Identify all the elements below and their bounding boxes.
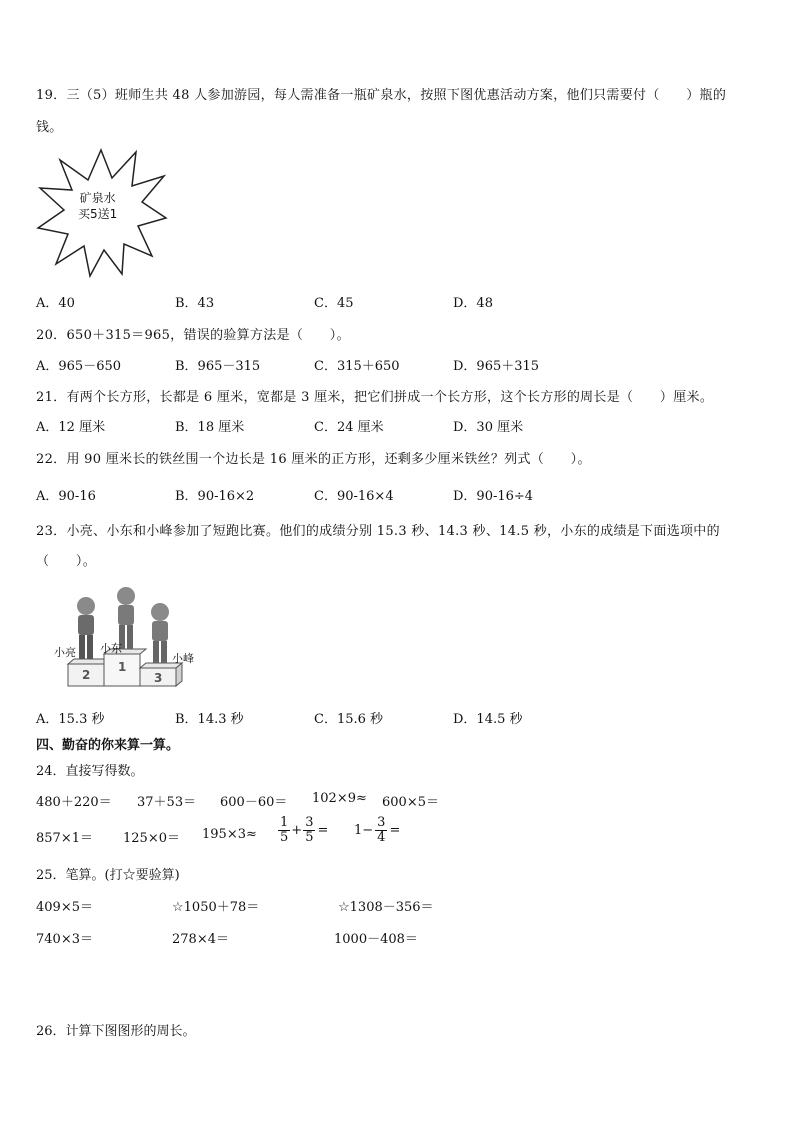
- q20-option-c[interactable]: C．315＋650: [314, 359, 400, 374]
- q23-option-a[interactable]: A．15.3 秒: [36, 712, 105, 727]
- q23-option-b[interactable]: B．14.3 秒: [175, 712, 244, 727]
- q21-option-a[interactable]: A．12 厘米: [36, 420, 106, 435]
- fraction-a-num: 1: [280, 815, 289, 830]
- fraction-c-num: 3: [377, 815, 386, 830]
- fraction-eq: =: [317, 823, 329, 838]
- fraction-eq: =: [389, 823, 401, 838]
- fraction-b-num: 3: [305, 815, 314, 830]
- section-title: 四、勤奋的你来算一算。: [36, 738, 180, 753]
- q25-item: 409×5＝: [36, 900, 93, 915]
- q19-option-c[interactable]: C．45: [314, 296, 354, 311]
- q21-option-c[interactable]: C．24 厘米: [314, 420, 384, 435]
- kid-left: [77, 597, 95, 659]
- promo-starburst: [34, 146, 168, 278]
- q24-fraction-sum: [278, 816, 328, 845]
- q24-item: 102×9≈: [312, 791, 367, 806]
- q19-line1: 19．三（5）班师生共 48 人参加游园，每人需准备一瓶矿泉水，按照下图优惠活动方案，他们只需要付（ ）瓶的: [36, 88, 727, 103]
- fraction-a: [278, 816, 290, 845]
- fraction-a-den: 5: [280, 830, 289, 845]
- starburst-line1: 矿泉水: [79, 191, 116, 205]
- q26-title: 26．计算下图图形的周长。: [36, 1024, 196, 1039]
- q21-option-b[interactable]: B．18 厘米: [175, 420, 245, 435]
- q22-text: 22．用 90 厘米长的铁丝围一个边长是 16 厘米的正方形，还剩多少厘米铁丝？列式（ ）。: [36, 452, 591, 467]
- fraction-b: [303, 816, 315, 845]
- q23-line1: 23．小亮、小东和小峰参加了短跑比赛。他们的成绩分别 15.3 秒、14.3 秒、14.5 秒，小东的成绩是下面选项中的: [36, 524, 720, 539]
- q24-item: 600－60＝: [220, 795, 288, 810]
- podium-rank-2: 2: [82, 668, 91, 682]
- fraction-c: [375, 816, 387, 845]
- q22-option-d[interactable]: D．90-16÷4: [453, 489, 534, 504]
- q22-option-a[interactable]: A．90-16: [36, 489, 96, 504]
- fraction-op: +: [291, 823, 303, 838]
- q23-line2: （ ）。: [36, 554, 97, 569]
- q25-item: ☆1050＋78＝: [172, 900, 260, 915]
- podium-illustration: [54, 584, 204, 690]
- fraction-b-den: 5: [305, 830, 314, 845]
- q25-item: ☆1308－356＝: [338, 900, 434, 915]
- q24-item: 195×3≈: [202, 827, 257, 842]
- starburst-line2: 买5送1: [78, 207, 118, 221]
- q25-item: 278×4＝: [172, 932, 229, 947]
- q24-item: 857×1＝: [36, 831, 93, 846]
- q20-option-a[interactable]: A．965－650: [36, 359, 122, 374]
- q20-option-b[interactable]: B．965－315: [175, 359, 261, 374]
- q19-option-d[interactable]: D．48: [453, 296, 493, 311]
- q20-text: 20．650＋315＝965，错误的验算方法是（ ）。: [36, 328, 350, 343]
- podium-name-right: 小峰: [172, 652, 194, 665]
- q24-item: 125×0＝: [123, 831, 180, 846]
- q21-option-d[interactable]: D．30 厘米: [453, 420, 524, 435]
- q24-item: 600×5＝: [382, 795, 439, 810]
- q20-option-d[interactable]: D．965＋315: [453, 359, 540, 374]
- q19-option-a[interactable]: A．40: [36, 296, 75, 311]
- q24-title: 24．直接写得数。: [36, 764, 144, 779]
- q23-option-d[interactable]: D．14.5 秒: [453, 712, 523, 727]
- podium-figure: [54, 584, 204, 690]
- q21-text: 21．有两个长方形，长都是 6 厘米，宽都是 3 厘米，把它们拼成一个长方形，这个长方形的周长是（ ）厘米。: [36, 390, 714, 405]
- podium-name-mid: 小东: [100, 642, 122, 655]
- fraction-c-den: 4: [377, 830, 386, 845]
- podium-rank-1: 1: [118, 660, 127, 674]
- q25-title: 25．笔算。(打☆要验算): [36, 868, 180, 883]
- q19-option-b[interactable]: B．43: [175, 296, 215, 311]
- q22-option-b[interactable]: B．90-16×2: [175, 489, 255, 504]
- kid-right: [151, 603, 169, 663]
- q24-item: 480＋220＝: [36, 795, 112, 810]
- q23-option-c[interactable]: C．15.6 秒: [314, 712, 384, 727]
- q25-item: 740×3＝: [36, 932, 93, 947]
- q22-option-c[interactable]: C．90-16×4: [314, 489, 394, 504]
- starburst-text: [78, 190, 117, 222]
- podium-name-left: 小亮: [54, 646, 76, 659]
- fraction-lead: 1−: [354, 823, 374, 838]
- q25-item: 1000－408＝: [334, 932, 418, 947]
- podium-rank-3: 3: [154, 671, 163, 685]
- q24-fraction-sub: [354, 816, 400, 845]
- q19-line2: 钱。: [36, 120, 63, 135]
- q24-item: 37＋53＝: [137, 795, 197, 810]
